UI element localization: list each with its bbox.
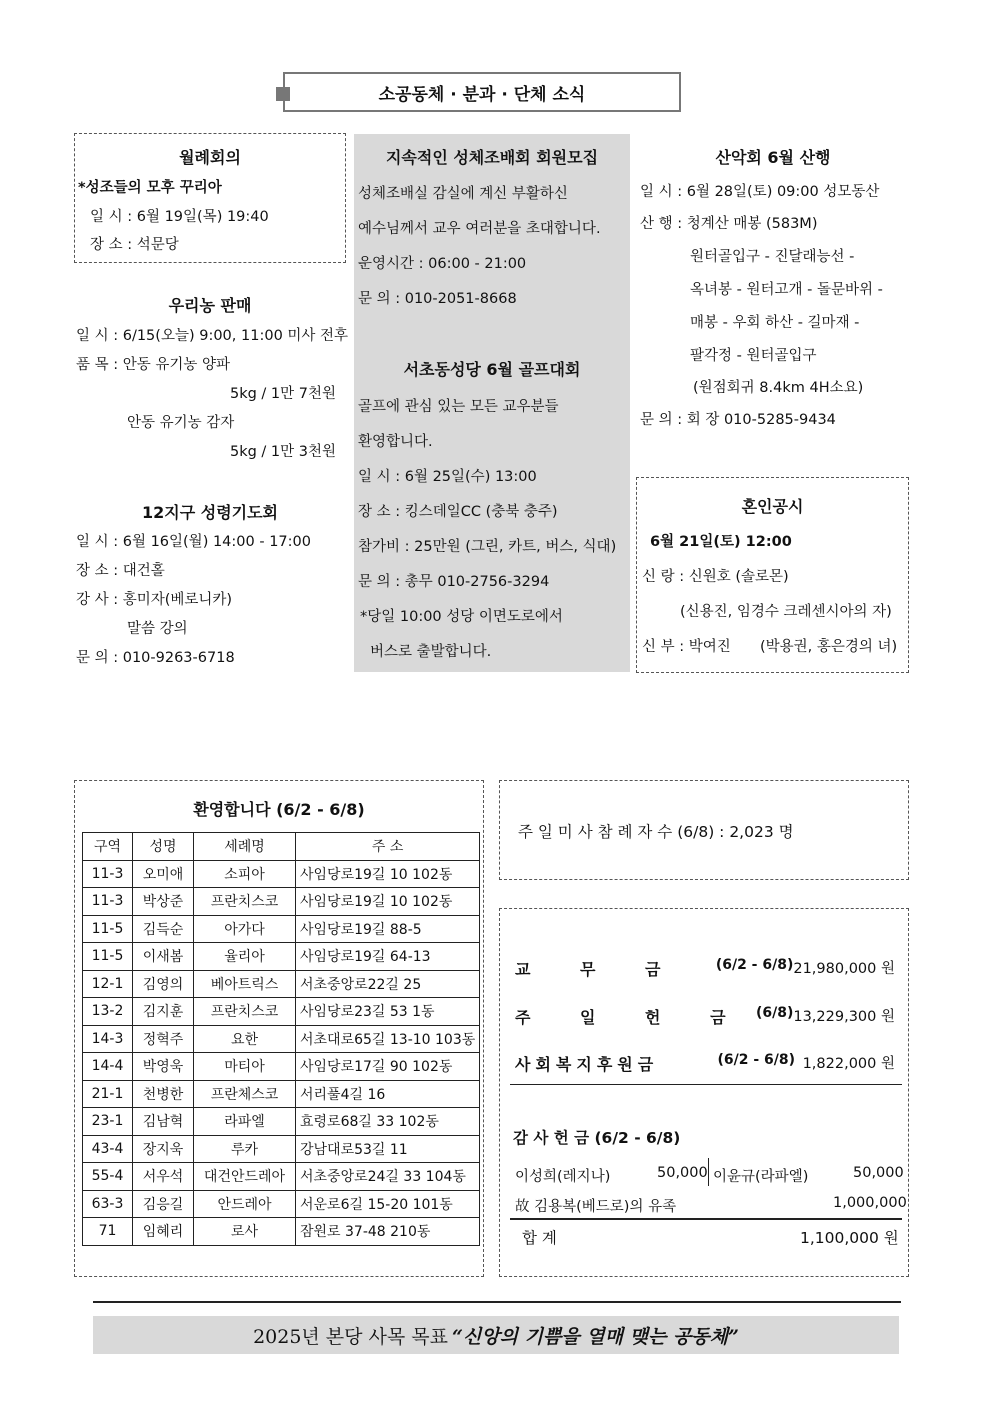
farm-sale-date: 일 시 : 6/15(오늘) 9:00, 11:00 미사 전후 [76, 328, 349, 344]
cell-name: 오미애 [133, 860, 194, 888]
golf-place: 장 소 : 킹스데일CC (충북 충주) [358, 504, 558, 520]
thanks-separator [708, 1158, 709, 1186]
table-row [83, 943, 480, 971]
prayer-meeting-speaker: 강 사 : 홍미자(베로니카) [76, 592, 233, 608]
thanks-divider [510, 1218, 902, 1220]
table-row [83, 1053, 480, 1081]
cell-name: 김응길 [133, 1190, 194, 1218]
farm-sale-item2-price: 5kg / 1만 3천원 [230, 444, 337, 460]
prayer-meeting-title: 12지구 성령기도회 [141, 503, 279, 522]
offering-row-tithe [515, 957, 895, 980]
cell-baptismal-name: 아가다 [194, 915, 296, 943]
welcome-header-row [83, 833, 480, 861]
offering-label: 주 일 헌 금 [515, 1008, 748, 1027]
wedding-bride-parents: (박용권, 홍은경의 녀) [760, 639, 898, 655]
cell-baptismal-name: 로사 [194, 1218, 296, 1246]
thanks-donor3-name: 故 김용복(베드로)의 유족 [515, 1199, 677, 1215]
cell-district: 11-3 [83, 888, 133, 916]
offering-period: (6/2 - 6/8) [715, 957, 794, 973]
footer-banner [93, 1316, 899, 1354]
hiking-date: 일 시 : 6월 28일(토) 09:00 성모동산 [640, 184, 880, 200]
offering-amount: 21,980,000 원 [793, 961, 895, 977]
adoration-title: 지속적인 성체조배회 회원모집 [385, 148, 599, 167]
cell-district: 71 [83, 1218, 133, 1246]
thanks-title: 감 사 헌 금 (6/2 - 6/8) [513, 1129, 681, 1147]
table-row [83, 1135, 480, 1163]
wedding-groom: 신 랑 : 신원호 (솔로몬) [642, 569, 789, 585]
prayer-meeting-speaker-sub: 말씀 강의 [127, 621, 188, 637]
cell-baptismal-name: 루카 [194, 1135, 296, 1163]
thanks-donor2-amount: 50,000 [853, 1165, 904, 1181]
hiking-route-label: 산 행 : 청계산 매봉 (583M) [640, 216, 818, 232]
cell-district: 13-2 [83, 998, 133, 1026]
cell-address: 서운로6길 15-20 101동 [296, 1190, 480, 1218]
offering-label: 사회복지후원금 [515, 1055, 659, 1074]
cell-name: 김지훈 [133, 998, 194, 1026]
adoration-hours: 운영시간 : 06:00 - 21:00 [358, 256, 527, 272]
cell-district: 23-1 [83, 1108, 133, 1136]
hiking-route2: 옥녀봉 - 원터고개 - 돌문바위 - [690, 282, 883, 298]
wedding-date: 6월 21일(토) 12:00 [650, 534, 792, 550]
offering-row-welfare [515, 1052, 895, 1075]
adoration-line1: 성체조배실 감실에 계신 부활하신 [358, 186, 568, 202]
cell-district: 12-1 [83, 970, 133, 998]
footer-rule [93, 1301, 901, 1303]
table-row [83, 1163, 480, 1191]
offering-amount: 13,229,300 원 [793, 1009, 895, 1025]
cell-district: 11-5 [83, 943, 133, 971]
cell-name: 장지욱 [133, 1135, 194, 1163]
hiking-route5: (원점회귀 8.4km 4H소요) [693, 380, 864, 396]
welcome-title: 환영합니다 (6/2 - 6/8) [193, 800, 365, 819]
farm-sale-item1-price: 5kg / 1만 7천원 [230, 386, 337, 402]
table-row [83, 915, 480, 943]
table-row [83, 998, 480, 1026]
hiking-route4: 팔각정 - 원터골입구 [690, 348, 817, 364]
cell-district: 63-3 [83, 1190, 133, 1218]
cell-name: 김영의 [133, 970, 194, 998]
thanks-donor3-amount: 1,000,000 [833, 1195, 907, 1211]
thanks-total-amount: 1,100,000 원 [800, 1229, 899, 1247]
golf-line1: 골프에 관심 있는 모든 교우분들 [358, 399, 559, 415]
cell-name: 정혁주 [133, 1025, 194, 1053]
adoration-contact: 문 의 : 010-2051-8668 [358, 291, 517, 307]
cell-address: 서초중앙로24길 33 104동 [296, 1163, 480, 1191]
golf-note2: 버스로 출발합니다. [370, 644, 492, 660]
cell-name: 박상준 [133, 888, 194, 916]
monthly-meeting-date: 일 시 : 6월 19일(목) 19:40 [90, 209, 269, 225]
cell-baptismal-name: 율리아 [194, 943, 296, 971]
cell-address: 사임당로19길 64-13 [296, 943, 480, 971]
footer-motto: “신앙의 기쁨을 열매 맺는 공동체” [452, 1325, 739, 1348]
cell-baptismal-name: 대건안드레아 [194, 1163, 296, 1191]
table-row [83, 1190, 480, 1218]
golf-date: 일 시 : 6월 25일(수) 13:00 [358, 469, 537, 485]
header-address: 주 소 [296, 833, 480, 861]
cell-baptismal-name: 요한 [194, 1025, 296, 1053]
cell-district: 11-3 [83, 860, 133, 888]
cell-address: 서초대로65길 13-10 103동 [296, 1025, 480, 1053]
offering-amount: 1,822,000 원 [802, 1056, 895, 1072]
prayer-meeting-place: 장 소 : 대건홀 [76, 563, 165, 579]
cell-district: 11-5 [83, 915, 133, 943]
wedding-title: 혼인공시 [741, 497, 804, 516]
cell-district: 55-4 [83, 1163, 133, 1191]
hiking-route3: 매봉 - 우회 하산 - 길마재 - [690, 315, 860, 331]
cell-name: 임혜리 [133, 1218, 194, 1246]
cell-baptismal-name: 프란체스코 [194, 1080, 296, 1108]
golf-title: 서초동성당 6월 골프대회 [403, 360, 581, 379]
cell-address: 사임당로19길 10 102동 [296, 860, 480, 888]
table-row [83, 1025, 480, 1053]
cell-name: 김득순 [133, 915, 194, 943]
cell-address: 잠원로 37-48 210동 [296, 1218, 480, 1246]
wedding-groom-parents: (신용진, 임경수 크레센시아의 자) [680, 604, 892, 620]
attendance-text: 주 일 미 사 참 례 자 수 (6/8) : 2,023 명 [518, 823, 794, 841]
offerings-divider [510, 1084, 902, 1085]
farm-sale-item1: 품 목 : 안동 유기농 양파 [76, 357, 230, 373]
hiking-contact: 문 의 : 회 장 010-5285-9434 [640, 412, 836, 428]
wedding-bride: 신 부 : 박여진 [642, 639, 731, 655]
cell-baptismal-name: 베아트릭스 [194, 970, 296, 998]
header-baptismal-name: 세례명 [194, 833, 296, 861]
golf-contact: 문 의 : 총무 010-2756-3294 [358, 574, 550, 590]
cell-address: 서리풀4길 16 [296, 1080, 480, 1108]
golf-fee: 참가비 : 25만원 (그린, 카트, 버스, 식대) [358, 539, 617, 555]
table-row [83, 970, 480, 998]
thanks-donor1-name: 이성희(레지나) [515, 1169, 611, 1185]
cell-name: 박영욱 [133, 1053, 194, 1081]
cell-district: 14-3 [83, 1025, 133, 1053]
cell-name: 천병한 [133, 1080, 194, 1108]
thanks-donor1-amount: 50,000 [657, 1165, 708, 1181]
section-title: 소공동체 · 분과 · 단체 소식 [283, 72, 681, 112]
cell-address: 사임당로19길 88-5 [296, 915, 480, 943]
offering-period: (6/2 - 6/8) [717, 1052, 795, 1068]
cell-address: 사임당로23길 53 1동 [296, 998, 480, 1026]
golf-note1: *당일 10:00 성당 이면도로에서 [360, 609, 563, 625]
cell-baptismal-name: 라파엘 [194, 1108, 296, 1136]
header-district: 구역 [83, 833, 133, 861]
golf-line2: 환영합니다. [358, 434, 433, 450]
adoration-line2: 예수님께서 교우 여러분을 초대합니다. [358, 221, 601, 237]
cell-baptismal-name: 프란치스코 [194, 888, 296, 916]
cell-address: 강남대로53길 11 [296, 1135, 480, 1163]
footer-prefix: 2025년 본당 사목 목표 [253, 1325, 449, 1348]
table-row [83, 860, 480, 888]
cell-address: 서초중앙로22길 25 [296, 970, 480, 998]
cell-name: 서우석 [133, 1163, 194, 1191]
cell-district: 14-4 [83, 1053, 133, 1081]
offering-period: (6/8) [755, 1005, 794, 1021]
prayer-meeting-contact: 문 의 : 010-9263-6718 [76, 650, 235, 666]
monthly-meeting-place: 장 소 : 석문당 [90, 237, 179, 253]
offering-label: 교 무 금 [515, 960, 683, 979]
hiking-route1: 원터골입구 - 진달래능선 - [690, 249, 855, 265]
farm-sale-title: 우리농 판매 [168, 296, 252, 315]
header-name: 성명 [133, 833, 194, 861]
cell-address: 사임당로17길 90 102동 [296, 1053, 480, 1081]
table-row [83, 888, 480, 916]
cell-baptismal-name: 안드레아 [194, 1190, 296, 1218]
prayer-meeting-date: 일 시 : 6월 16일(월) 14:00 - 17:00 [76, 534, 311, 550]
cell-address: 효령로68길 33 102동 [296, 1108, 480, 1136]
table-row [83, 1080, 480, 1108]
monthly-meeting-title: 월례회의 [179, 148, 241, 167]
thanks-total-label: 합 계 [522, 1229, 557, 1247]
cell-name: 이새봄 [133, 943, 194, 971]
table-row [83, 1108, 480, 1136]
thanks-donor2-name: 이윤규(라파엘) [713, 1169, 809, 1185]
table-row [83, 1218, 480, 1246]
cell-name: 김남혁 [133, 1108, 194, 1136]
hiking-title: 산악회 6월 산행 [715, 148, 831, 167]
cell-address: 사임당로19길 10 102동 [296, 888, 480, 916]
cell-baptismal-name: 프란치스코 [194, 998, 296, 1026]
cell-district: 21-1 [83, 1080, 133, 1108]
monthly-meeting-subtitle: *성조들의 모후 꾸리아 [78, 180, 222, 196]
farm-sale-item2: 안동 유기농 감자 [127, 415, 235, 431]
offering-row-sunday [515, 1005, 895, 1028]
cell-baptismal-name: 마티아 [194, 1053, 296, 1081]
cell-district: 43-4 [83, 1135, 133, 1163]
cell-baptismal-name: 소피아 [194, 860, 296, 888]
welcome-table [82, 832, 480, 1246]
